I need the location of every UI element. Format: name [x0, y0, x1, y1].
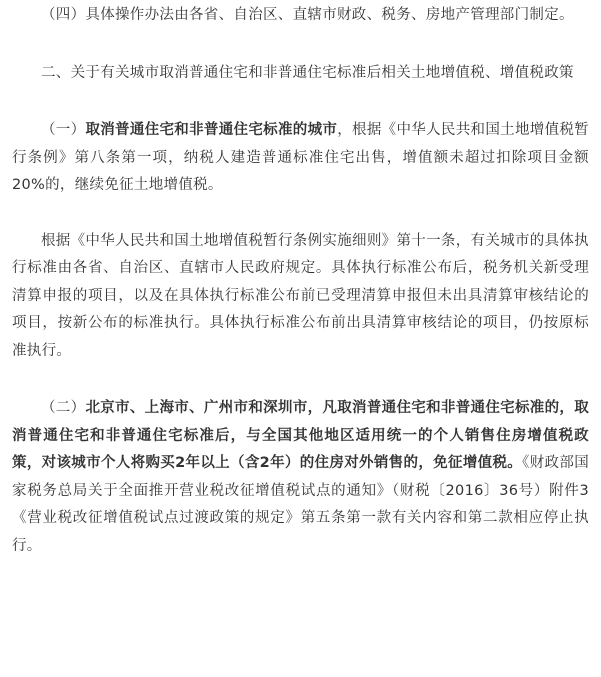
item-one-bold-text: 取消普通住宅和非普通住宅标准的城市	[85, 122, 338, 138]
paragraph-gap	[12, 200, 589, 228]
paragraph-gap	[12, 30, 589, 60]
paragraph-item-two	[12, 395, 589, 560]
item-two-bold-text: 北京市、上海市、广州市和深圳市，凡取消普通住宅和非普通住宅标准的，取消普通住宅和非普通住宅标准后，与全国其他地区适用统一的个人销售住房增值税政策，对该城市个人将购买2年以上（含2年）的住房对外销售的，免征增值税。	[12, 400, 589, 471]
item-one-body-text: ，根据《中华人民共和国土地增值税暂行条例》第八条第一项，纳税人建造普通标准住宅出售，增值额未超过扣除项目金额20%的，继续免征土地增值税。	[12, 122, 589, 193]
paragraph-operation-rules: （四）具体操作办法由各省、自治区、直辖市财政、税务、房地产管理部门制定。	[41, 7, 574, 23]
section-heading-two: 二、关于有关城市取消普通住宅和非普通住宅标准后相关土地增值税、增值税政策	[41, 64, 574, 81]
item-one-number: （一）	[41, 122, 86, 138]
paragraph-gap	[12, 365, 589, 395]
paragraph-implementation-standard: 根据《中华人民共和国土地增值税暂行条例实施细则》第十一条，有关城市的具体执行标准由各省、自治区、直辖市人民政府规定。具体执行标准公布后，税务机关新受理清算申报的项目，以及在具体执行标准公布前已受理清算申报但未出具清算审核结论的项目，按新公布的标准执行。具体执行标准公布前出具清算审核结论的项目，仍按原标准执行。	[12, 232, 589, 359]
item-two-number: （二）	[41, 400, 86, 416]
paragraph-gap	[12, 87, 589, 117]
paragraph-item-one	[12, 117, 589, 200]
item-two-body-text: 《财政部国家税务总局关于全面推开营业税改征增值税试点的通知》（财税〔2016〕36号）附件3《营业税改征增值税试点过渡政策的规定》第五条第一款有关内容和第二款相应停止执行。	[12, 455, 589, 554]
